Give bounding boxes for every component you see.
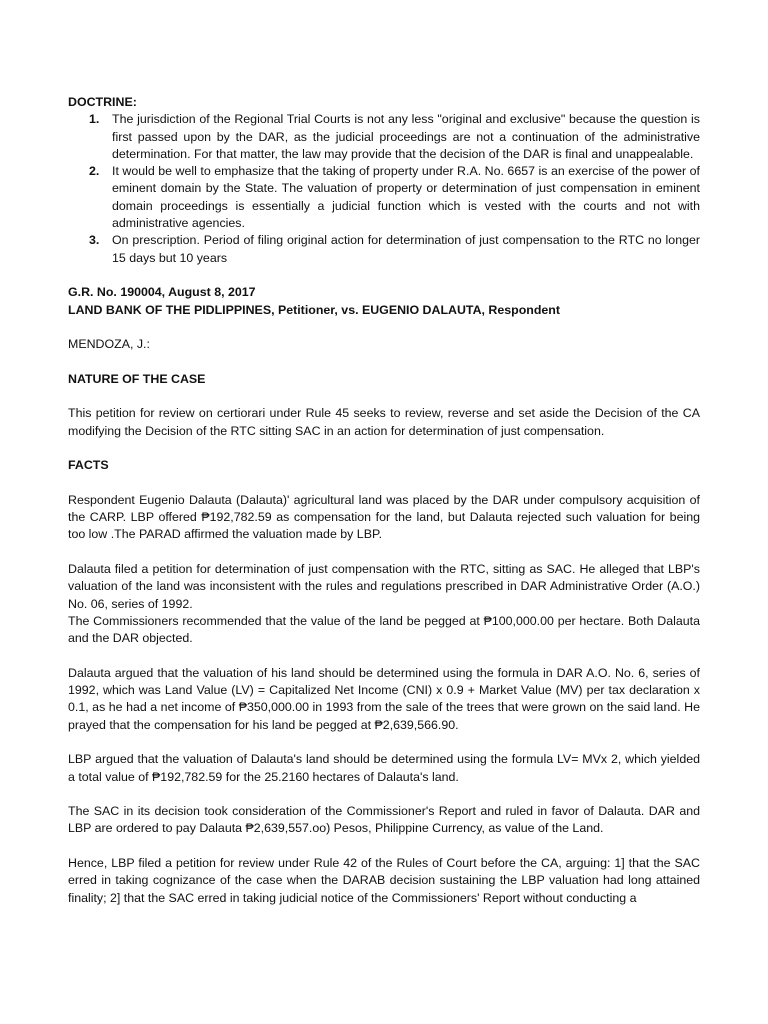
facts-heading: FACTS xyxy=(68,458,109,473)
doctrine-item-number: 3. xyxy=(89,233,100,248)
doctrine-item-number: 2. xyxy=(89,164,100,179)
doctrine-item-text: It would be well to emphasize that the taking of property under R.A. No. 6657 is an exercise of the power of eminent domain by the State. The valuation of property or determination of just compensation in eminent domain proceedings is essentially a judicial function which is vested with the courts and not with administrative agencies. xyxy=(112,164,700,231)
nature-heading: NATURE OF THE CASE xyxy=(68,371,206,386)
document-page xyxy=(68,94,700,907)
facts-paragraph: LBP argued that the valuation of Dalauta's land should be determined using the formula LV= MVx 2, which yielded a total value of ₱192,782.59 for the 25.2160 hectares of Dalauta's land. xyxy=(68,752,700,784)
doctrine-heading: DOCTRINE: xyxy=(68,95,137,109)
doctrine-item xyxy=(68,232,700,267)
nature-text: This petition for review on certiorari under Rule 45 seeks to review, reverse and set aside the Decision of the CA modifying the Decision of the RTC sitting SAC in an action for determination of just compensation. xyxy=(68,406,700,438)
doctrine-item-number: 1. xyxy=(89,112,100,127)
ponente: MENDOZA, J.: xyxy=(68,337,150,352)
case-parties: LAND BANK OF THE PIDLIPPINES, Petitioner, vs. EUGENIO DALAUTA, Respondent xyxy=(68,302,560,317)
facts-paragraph: Respondent Eugenio Dalauta (Dalauta)' agricultural land was placed by the DAR under compulsory acquisition of the CARP. LBP offered ₱192,782.59 as compensation for the land, but Dalauta rejected such valuation for being too low .The PARAD affirmed the valuation made by LBP. xyxy=(68,492,700,542)
doctrine-item xyxy=(68,163,700,232)
facts-paragraph: Hence, LBP filed a petition for review under Rule 42 of the Rules of Court before the CA, arguing: 1] that the SAC erred in taking cognizance of the case when the DARAB decision sustaining the LBP valuation had long attained finality; 2] that the SAC erred in taking judicial notice of the Commissioners' Report without conducting a xyxy=(68,856,700,905)
facts-paragraph: Dalauta filed a petition for determination of just compensation with the RTC, sitting as SAC. He alleged that LBP's valuation of the land was inconsistent with the rules and regulations prescribed in DAR Administrative Order (A.O.) No. 06, series of 1992. xyxy=(68,562,700,611)
doctrine-item xyxy=(68,111,700,163)
doctrine-list xyxy=(68,111,700,267)
facts-paragraph: The Commissioners recommended that the value of the land be pegged at ₱100,000.00 per hectare. Both Dalauta and the DAR objected. xyxy=(68,613,700,646)
facts-paragraph: Dalauta argued that the valuation of his land should be determined using the formula in DAR A.O. No. 6, series of 1992, which was Land Value (LV) = Capitalized Net Income (CNI) x 0.9 + Market Value (MV) per tax declaration x 0.1, as he had a net income of ₱350,000.00 in 1993 from the sale of the trees that were grown on the said land. He prayed that the compensation for his land be pegged at ₱2,639,566.90. xyxy=(68,665,700,732)
doctrine-item-text: On prescription. Period of filing original action for determination of just compensation to the RTC no longer 15 days but 10 years xyxy=(112,233,700,265)
case-gr-number: G.R. No. 190004, August 8, 2017 xyxy=(68,285,256,300)
facts-paragraph: The SAC in its decision took consideration of the Commissioner's Report and ruled in favor of Dalauta. DAR and LBP are ordered to pay Dalauta ₱2,639,557.oo) Pesos, Philippine Currency, as value of the Land. xyxy=(68,804,700,836)
doctrine-item-text: The jurisdiction of the Regional Trial Courts is not any less "original and exclusive" because the question is first passed upon by the DAR, as the judicial proceedings are not a continuation of the administrative determination. For that matter, the law may provide that the decision of the DAR is final and unappealable. xyxy=(112,112,700,161)
